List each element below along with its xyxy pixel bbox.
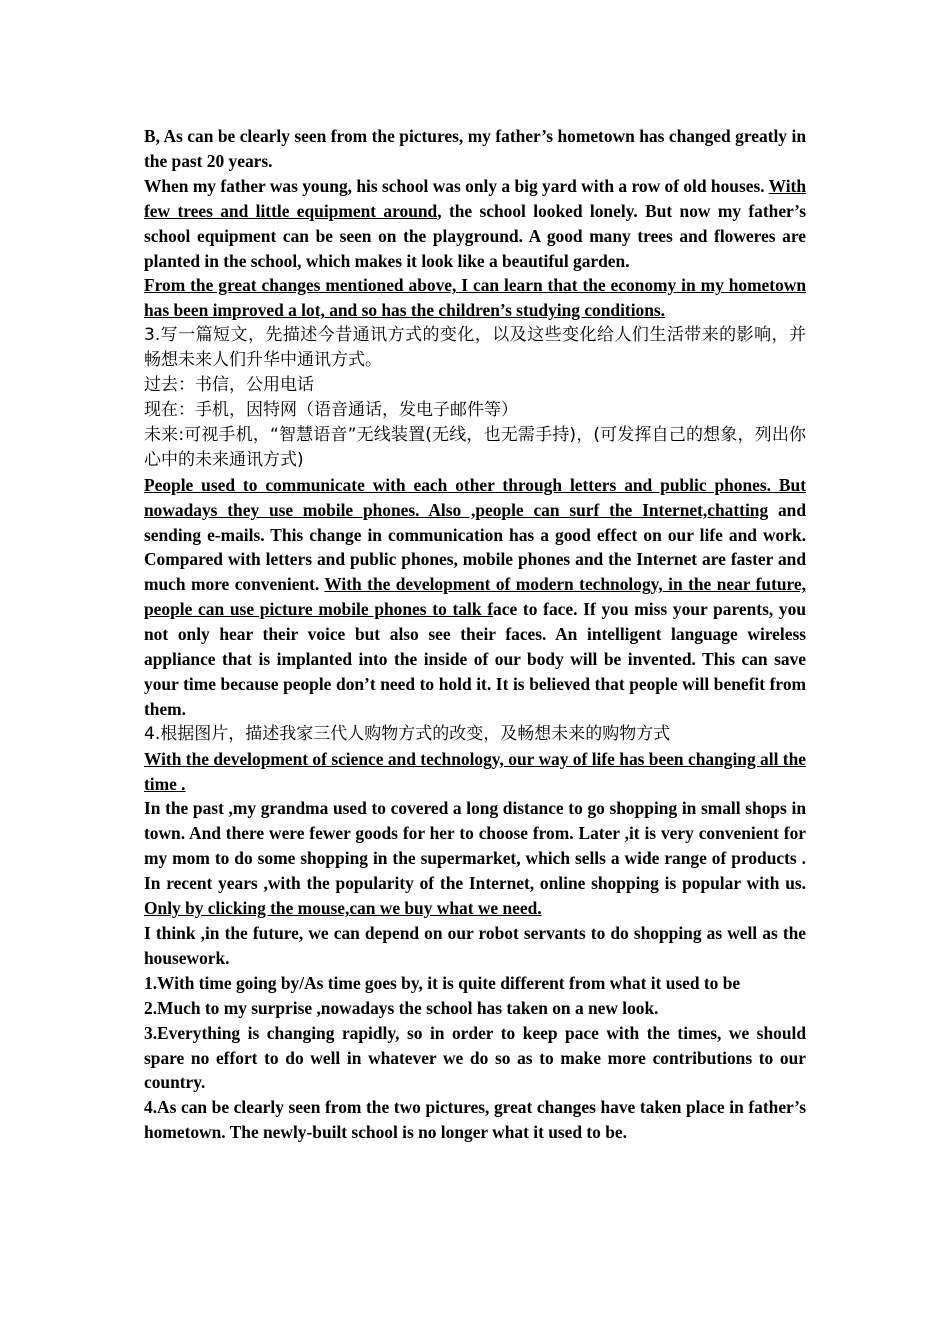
paragraph-science-technology bbox=[144, 747, 806, 797]
document-page bbox=[144, 124, 806, 1145]
underlined-sentence: People used to communicate with each other through letters and public phones. But nowadays they use mobile phones. Also ,people can surf the Internet,chatting bbox=[144, 474, 806, 520]
underlined-sentence: Only by clicking the mouse,can we buy what we need. bbox=[144, 898, 542, 919]
paragraph-text: 4.根据图片，描述我家三代人购物方式的改变，及畅想未来的购物方式 bbox=[144, 723, 671, 744]
paragraph-text: ace to face. If you miss your parents, you not only hear their voice but also see their faces. An intelligent language wireless appliance that is implanted into the inside of our body will be invented. This can save your time because people don’t need to hold it. It is believed that people will benefit from them. bbox=[144, 599, 806, 719]
paragraph-text: 2.Much to my surprise ,nowadays the school has taken on a new look. bbox=[144, 997, 659, 1018]
paragraph-future-shopping bbox=[144, 921, 806, 971]
paragraph-communication bbox=[144, 473, 806, 722]
underlined-phrase: With few trees and little equipment around bbox=[144, 175, 806, 221]
useful-sentence-4 bbox=[144, 1095, 806, 1145]
underlined-sentence: With the development of science and technology, our way of life has been changing all the time . bbox=[144, 748, 806, 794]
useful-sentence-2 bbox=[144, 996, 806, 1021]
task-3-past bbox=[144, 373, 806, 398]
underlined-sentence: From the great changes mentioned above, I can learn that the economy in my hometown has been improved a lot, and so has the children’s studying conditions. bbox=[144, 275, 806, 321]
paragraph-shopping bbox=[144, 796, 806, 921]
task-3-future bbox=[144, 423, 806, 473]
task-4-prompt bbox=[144, 722, 806, 747]
paragraph-text: 3.Everything is changing rapidly, so in order to keep pace with the times, we should spare no effort to do well in whatever we do so as to make more contributions to our country. bbox=[144, 1022, 806, 1093]
paragraph-school-past-present bbox=[144, 174, 806, 274]
paragraph-text: 未来:可视手机，“智慧语音”无线装置(无线，也无需手持)，(可发挥自己的想象，列出你心中的未来通讯方式) bbox=[144, 424, 806, 470]
paragraph-text: 4.As can be clearly seen from the two pictures, great changes have taken place in father’s hometown. The newly-built school is no longer what it used to be. bbox=[144, 1097, 806, 1143]
paragraph-text: 3.写一篇短文，先描述今昔通讯方式的变化，以及这些变化给人们生活带来的影响，并畅想未来人们升华中通讯方式。 bbox=[144, 325, 806, 371]
paragraph-text: When my father was young, his school was only a big yard with a row of old houses. bbox=[144, 175, 769, 196]
paragraph-text: I think ,in the future, we can depend on our robot servants to do shopping as well as the housework. bbox=[144, 923, 806, 968]
paragraph-text: 过去：书信，公用电话 bbox=[144, 375, 314, 396]
task-3-prompt bbox=[144, 323, 806, 373]
useful-sentence-3 bbox=[144, 1021, 806, 1096]
useful-sentence-1 bbox=[144, 971, 806, 996]
task-3-present bbox=[144, 398, 806, 423]
paragraph-conclusion bbox=[144, 273, 806, 323]
underlined-sentence: With the development of modern technology, in the near future, people can use picture mobile phones to talk f bbox=[144, 574, 806, 620]
paragraph-hometown-intro bbox=[144, 124, 806, 174]
paragraph-text: , the school looked lonely. But now my father’s school equipment can be seen on the playground. A good many trees and floweres are planted in the school, which makes it look like a beautiful garden. bbox=[144, 200, 807, 271]
paragraph-text: B, As can be clearly seen from the pictures, my father’s hometown has changed greatly in the past 20 years. bbox=[144, 126, 806, 171]
paragraph-text: and sending e-mails. This change in communication has a good effect on our life and work. Compared with letters and public phones, mobile phones and the Internet are faster and much more convenient. bbox=[144, 499, 807, 595]
paragraph-text: 现在：手机，因特网（语音通话，发电子邮件等） bbox=[144, 399, 518, 420]
paragraph-text: In the past ,my grandma used to covered a long distance to go shopping in small shops in town. And there were fewer goods for her to choose from. Later ,it is very convenient for my mom to do some shopping in the supermarket, which sells a wide range of products . In recent years ,with the popularity of the Internet, online shopping is popular with us. bbox=[144, 798, 806, 894]
paragraph-text: 1.With time going by/As time goes by, it is quite different from what it used to be bbox=[144, 972, 741, 993]
